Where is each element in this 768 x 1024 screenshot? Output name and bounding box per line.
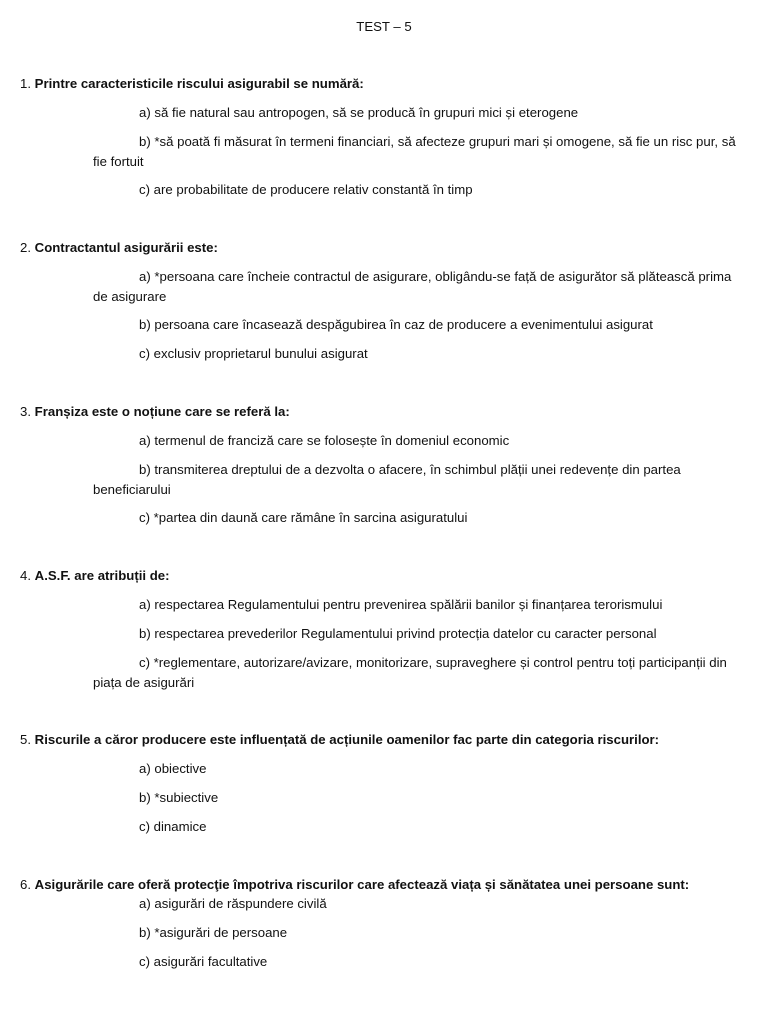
question-text: Asigurările care oferă protecţie împotriva riscurilor care afectează viața și sănătatea unei persoane sunt: (34, 877, 690, 892)
question-3 (20, 403, 290, 420)
question-6-option-a: a) asigurări de răspundere civilă (139, 896, 327, 911)
question-3-option-c: c) *partea din daună care rămâne în sarcina asiguratului (139, 510, 468, 525)
question-number: 3. (20, 404, 31, 419)
question-2 (20, 239, 218, 256)
question-text: Contractantul asigurării este: (34, 240, 218, 255)
question-4-option-a: a) respectarea Regulamentului pentru prevenirea spălării banilor și finanțarea terorismului (139, 597, 663, 612)
question-text: Franșiza este o noțiune care se referă la: (34, 404, 290, 419)
question-1-option-c: c) are probabilitate de producere relativ constantă în timp (139, 182, 473, 197)
question-6-option-c: c) asigurări facultative (139, 954, 268, 969)
question-number: 1. (20, 76, 31, 91)
question-2-option-c: c) exclusiv proprietarul bunului asigurat (139, 346, 368, 361)
question-text: Printre caracteristicile riscului asigurabil se numără: (34, 76, 364, 91)
question-5-option-c: c) dinamice (139, 819, 207, 834)
question-1-option-b: b) *să poată fi măsurat în termeni financiari, să afecteze grupuri mari și omogene, să fie un risc pur, să fie fortuit (93, 134, 736, 169)
question-number: 2. (20, 240, 31, 255)
question-text: Riscurile a căror producere este influențată de acțiunile oamenilor fac parte din categoria riscurilor: (34, 732, 660, 747)
question-3-option-b: b) transmiterea dreptului de a dezvolta o afacere, în schimbul plății unei redevențe din partea beneficiarului (93, 462, 681, 497)
question-number: 4. (20, 568, 31, 583)
question-1 (20, 75, 364, 92)
question-4-option-b: b) respectarea prevederilor Regulamentului privind protecția datelor cu caracter personal (139, 626, 657, 641)
question-text: A.S.F. are atribuții de: (34, 568, 170, 583)
question-number: 6. (20, 877, 31, 892)
question-5-option-a: a) obiective (139, 761, 207, 776)
page-title: TEST – 5 (356, 19, 412, 34)
question-3-option-a: a) termenul de franciză care se folosește în domeniul economic (139, 433, 510, 448)
question-2-option-b: b) persoana care încasează despăgubirea în caz de producere a evenimentului asigurat (139, 317, 653, 332)
question-6 (20, 876, 689, 893)
question-2-option-a: a) *persoana care încheie contractul de asigurare, obligându-se față de asigurător să plătească prima de asigurare (93, 269, 732, 304)
question-5 (20, 731, 659, 748)
question-1-option-a: a) să fie natural sau antropogen, să se producă în grupuri mici și eterogene (139, 105, 579, 120)
question-4-option-c: c) *reglementare, autorizare/avizare, monitorizare, supraveghere și control pentru toți participanții din piața de asigurări (93, 655, 727, 690)
question-5-option-b: b) *subiective (139, 790, 219, 805)
question-number: 5. (20, 732, 31, 747)
question-6-option-b: b) *asigurări de persoane (139, 925, 288, 940)
question-4 (20, 567, 170, 584)
